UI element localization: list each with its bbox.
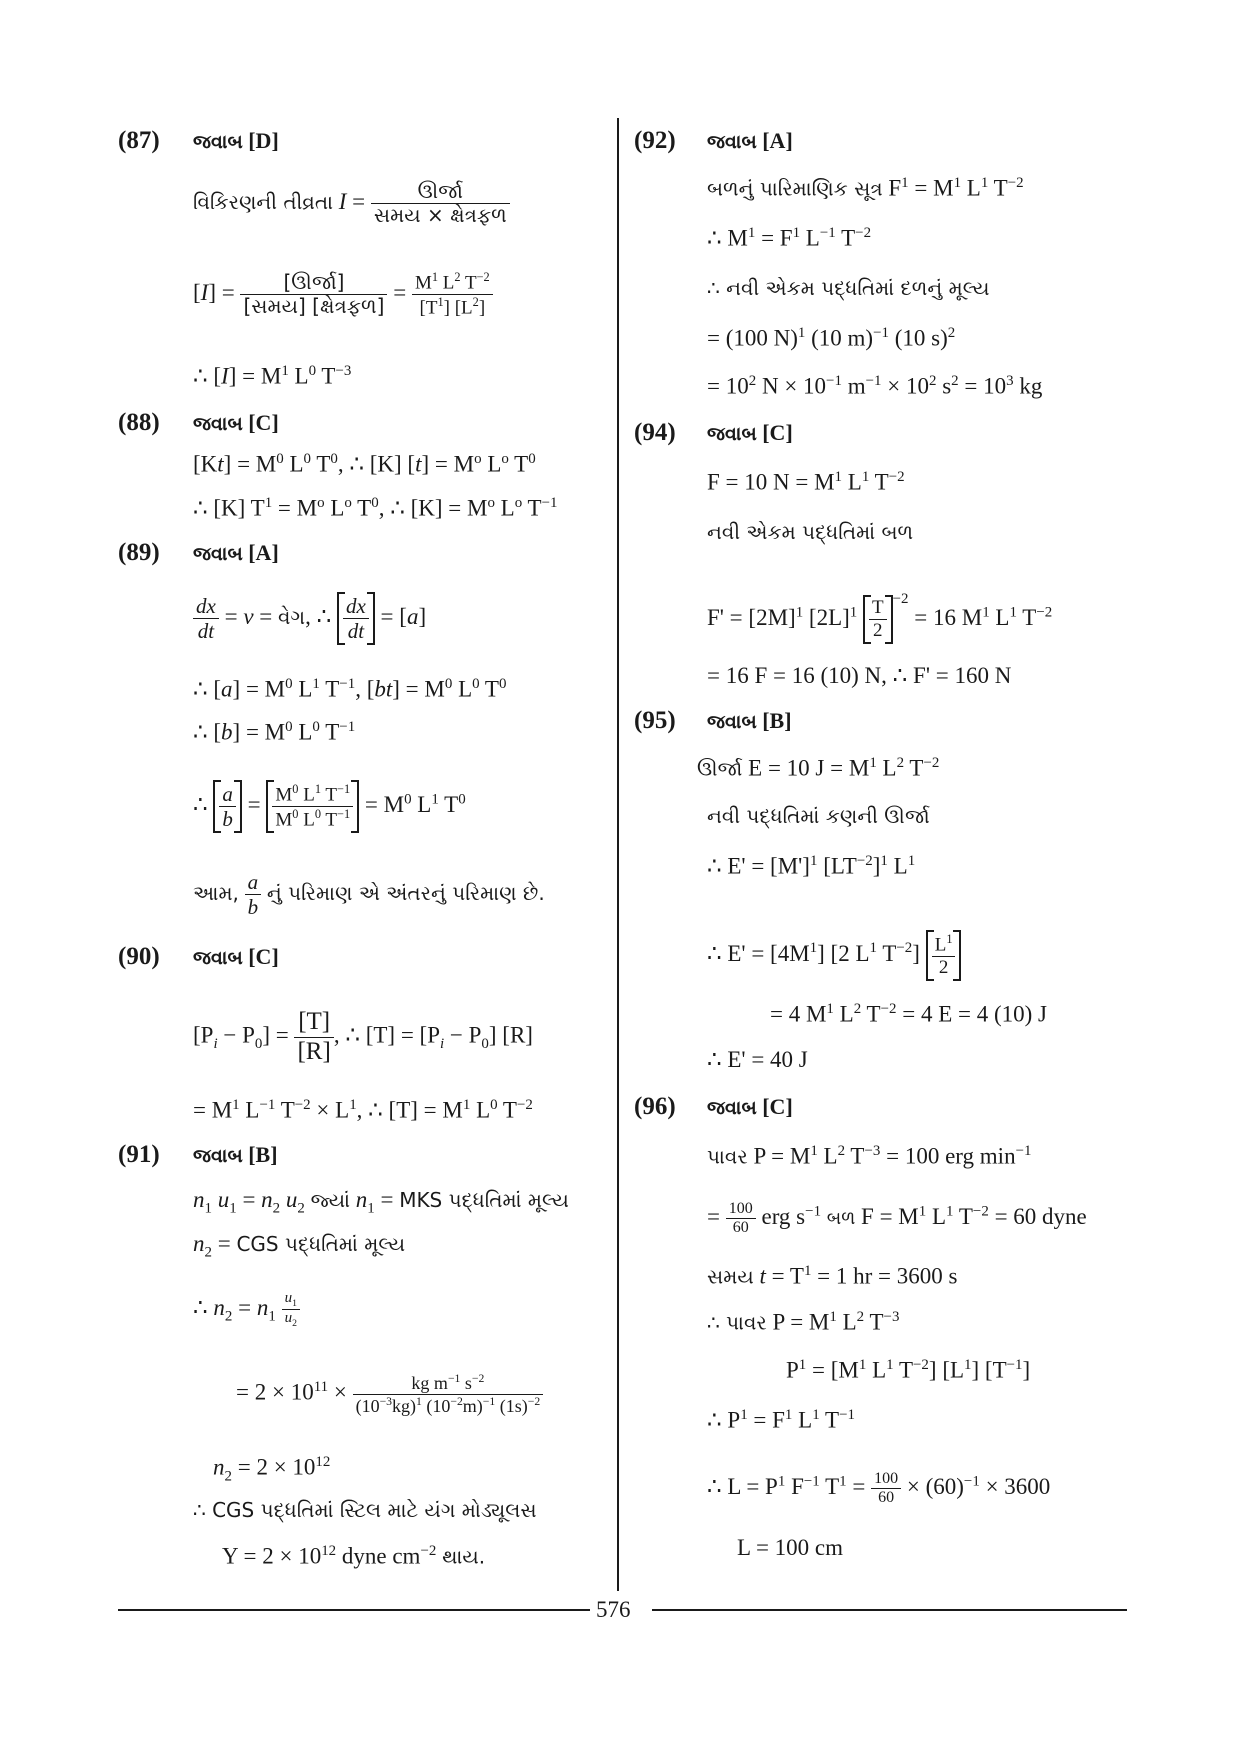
q95-line-6: ∴ E' = 40 J bbox=[707, 1047, 808, 1072]
q94-line-4: = 16 F = 16 (10) N, ∴ F' = 160 N bbox=[707, 663, 1012, 688]
intensity-dimension: [I] = $\frac{\text{[ઊર્જા]}}{\text{[સમય] [ક્ષેત્રફળ]}}$ = $\frac{M^1 L^2 T^{-2}}{[T^1] [L^2]}$ bbox=[193, 270, 493, 319]
q92-line-4: = (100 N)$^1$ (10 m)$^{-1}$ (10 s)$^2$ bbox=[707, 325, 956, 351]
q94-line-1: F = 10 $N = M^1$ $L^1$ $T^{-2}$ bbox=[707, 469, 905, 495]
q92-line-3: ∴ નવી એકમ પદ્ધતિમાં દળનું મૂલ્ય bbox=[707, 276, 990, 300]
answer-87: જવાબ [D] bbox=[193, 128, 279, 153]
q89-line-a: ∴ $[a] = M^0$ $L^1$ $T^{-1}$, $[bt] = M^0$ $L^0$ $T^0$ bbox=[193, 676, 507, 702]
answer-94: જવાબ [C] bbox=[707, 420, 793, 445]
answer-96: જવાબ [C] bbox=[707, 1094, 793, 1119]
page-number: 576 bbox=[596, 1597, 631, 1622]
q95-line-3: ∴ $E' = [M']^1$ $[LT^{-2}]^1$ $L^1$ bbox=[707, 853, 916, 879]
q92-line-5: = $10^2$ $N \times 10^{-1}$ $m^{-1} \times 10^2$ $s^2 = 10^3$ kg bbox=[707, 373, 1043, 399]
q96-line-5: $P^1 = [M^1$ $L^1$ $T^{-2}$] $[L^1]$ $[T^{-1}]$ bbox=[786, 1357, 1031, 1383]
q88-line-2: ∴ [K] $T^1 = M^o$ $L^o$ $T^0$, ∴ $[K] = M^o$ $L^o$ $T^{-1}$ bbox=[193, 495, 558, 521]
q90-line-2: = $M^1$ $L^{-1}$ $T^{-2} \times L^1$, ∴ $[T] = M^1$ $L^0$ $T^{-2}$ bbox=[193, 1097, 533, 1123]
intensity-fraction: $\frac{\text{ઊર્જા}}{\text{સમય × ક્ષેત્રફળ}}$ bbox=[371, 180, 510, 227]
answer-92: જવાબ [A] bbox=[707, 128, 793, 153]
q96-line-8: L = 100 cm bbox=[737, 1535, 844, 1560]
q89-line-b: ∴ $[b] = M^0$ $L^0$ $T^{-1}$ bbox=[193, 719, 356, 745]
answer-88: જવાબ [C] bbox=[193, 410, 279, 435]
question-number-95: (95) bbox=[634, 707, 676, 734]
question-number-91: (91) bbox=[118, 1141, 160, 1168]
footer-rule-right bbox=[652, 1609, 1127, 1611]
q91-line-6: ∴ CGS પદ્ધતિમાં સ્ટિલ માટે યંગ મોડ્યૂલસ bbox=[193, 1498, 537, 1522]
q95-line-1: ઊર્જા E = 10 $J = M^1$ $L^2$ $T^{-2}$ bbox=[697, 755, 940, 781]
velocity-equation: $\frac{dx}{dt}$ = v = વેગ, ∴ $\frac{dx}{dt}$ = [a] bbox=[193, 592, 426, 645]
q90-line-1: $[P_i - P_0]$ = $\frac{[T]}{[R]}$ , ∴ $[T] = [P_i - P_0]$ [R] bbox=[193, 1008, 533, 1065]
intensity-result: ∴ $[I] = M^1$ $L^0$ $T^{-3}$ bbox=[193, 363, 352, 389]
q91-line-1: $n_1$ $u_1 = n_2$ $u_2$ જ્યાં $n_1$ = MKS પદ્ધતિમાં મૂલ્ય bbox=[193, 1187, 569, 1217]
q95-line-2: નવી પદ્ધતિમાં કણની ઊર્જા bbox=[707, 804, 930, 828]
q91-line-7: $Y = 2 \times 10^{12}$ dyne $cm^{-2}$ થાય. bbox=[222, 1543, 486, 1569]
q95-line-5: = 4 $M^1$ $L^2$ $T^{-2} = 4$ E = 4 (10) J bbox=[770, 1001, 1047, 1027]
q94-line-2: નવી એકમ પદ્ધતિમાં બળ bbox=[707, 520, 914, 544]
q94-line-3: $F' = [2M]^1$ $[2L]^1$ $\frac{T}{2}$ $^{-2}$ = 16 $M^1$ $L^1$ $T^{-2}$ bbox=[707, 592, 1052, 644]
q91-line-5: $n_2 = 2 \times 10^{12}$ bbox=[213, 1454, 331, 1485]
answer-90: જવાબ [C] bbox=[193, 944, 279, 969]
q95-line-4: ∴ $E' = [4M^1]$ [2 $L^1$ $T^{-2}$] $\frac{L^1}{2}$ bbox=[707, 930, 961, 981]
q88-line-1: $[Kt] = M^0$ $L^0$ $T^0$, ∴ [K] $[t] = M^o$ $L^o$ $T^0$ bbox=[193, 451, 536, 477]
answer-91: જવાબ [B] bbox=[193, 1142, 278, 1167]
question-number-90: (90) bbox=[118, 943, 160, 970]
question-number-94: (94) bbox=[634, 419, 676, 446]
column-divider bbox=[617, 118, 619, 1591]
q89-ratio: ∴ $\frac{a}{b}$ = $\frac{M^0 L^1 T^{-1}}{M^0 L^0 T^{-1}}$ = $M^0$ $L^1$ $T^0$ bbox=[193, 780, 466, 833]
q96-line-4: ∴ પાવર $P = M^1$ $L^2$ $T^{-3}$ bbox=[707, 1309, 900, 1335]
q96-line-2: = $\frac{100}{60}$ erg $s^{-1}$ બળ $F = M^1$ $L^1$ $T^{-2} = 60$ dyne bbox=[707, 1200, 1087, 1237]
intensity-definition: વિકિરણની તીવ્રતા I = $\frac{\text{ઊર્જા}}{\text{સમય × ક્ષેત્રફળ}}$ bbox=[193, 180, 510, 227]
q91-line-2: $n_2$ = CGS પદ્ધતિમાં મૂલ્ય bbox=[193, 1231, 406, 1261]
answer-89: જવાબ [A] bbox=[193, 540, 279, 565]
q92-line-1: બળનું પારિમાણિક સૂત્ર $F^1 = M^1$ $L^1$ $T^{-2}$ bbox=[707, 175, 1024, 201]
q89-conclusion: આમ, $\frac{a}{b}$ નું પરિમાણ એ અંતરનું પરિમાણ છે. bbox=[193, 870, 545, 920]
q96-line-1: પાવર $P = M^1$ $L^2$ $T^{-3} = 100$ erg $\min^{-1}$ bbox=[707, 1143, 1032, 1169]
question-number-92: (92) bbox=[634, 127, 676, 154]
q96-line-6: ∴ $P^1 = F^1$ $L^1$ $T^{-1}$ bbox=[707, 1407, 855, 1433]
q96-line-7: ∴ $L = P^1$ $F^{-1}$ $T^1$ = $\frac{100}{60}$ × $(60)^{-1} \times 3600$ bbox=[707, 1470, 1051, 1507]
q91-line-4: = $2 \times 10^{11}$ × $\frac{kg m^{-1} s^{-2}}{(10^{-3}kg)^1 (10^{-2}m)^{-1} (1s)^{-2}}$ bbox=[236, 1372, 543, 1416]
footer-rule-left bbox=[118, 1609, 590, 1611]
question-number-87: (87) bbox=[118, 127, 160, 154]
q91-line-3: ∴ $n_2 = n_1$ $\frac{u_1}{u_2}$ bbox=[193, 1290, 300, 1329]
question-number-88: (88) bbox=[118, 409, 160, 436]
q96-line-3: સમય $t = T^1 = 1$ hr = 3600 s bbox=[707, 1263, 958, 1289]
answer-95: જવાબ [B] bbox=[707, 708, 792, 733]
question-number-96: (96) bbox=[634, 1093, 676, 1120]
question-number-89: (89) bbox=[118, 539, 160, 566]
q92-line-2: ∴ $M^1 = F^1$ $L^{-1}$ $T^{-2}$ bbox=[707, 225, 872, 251]
